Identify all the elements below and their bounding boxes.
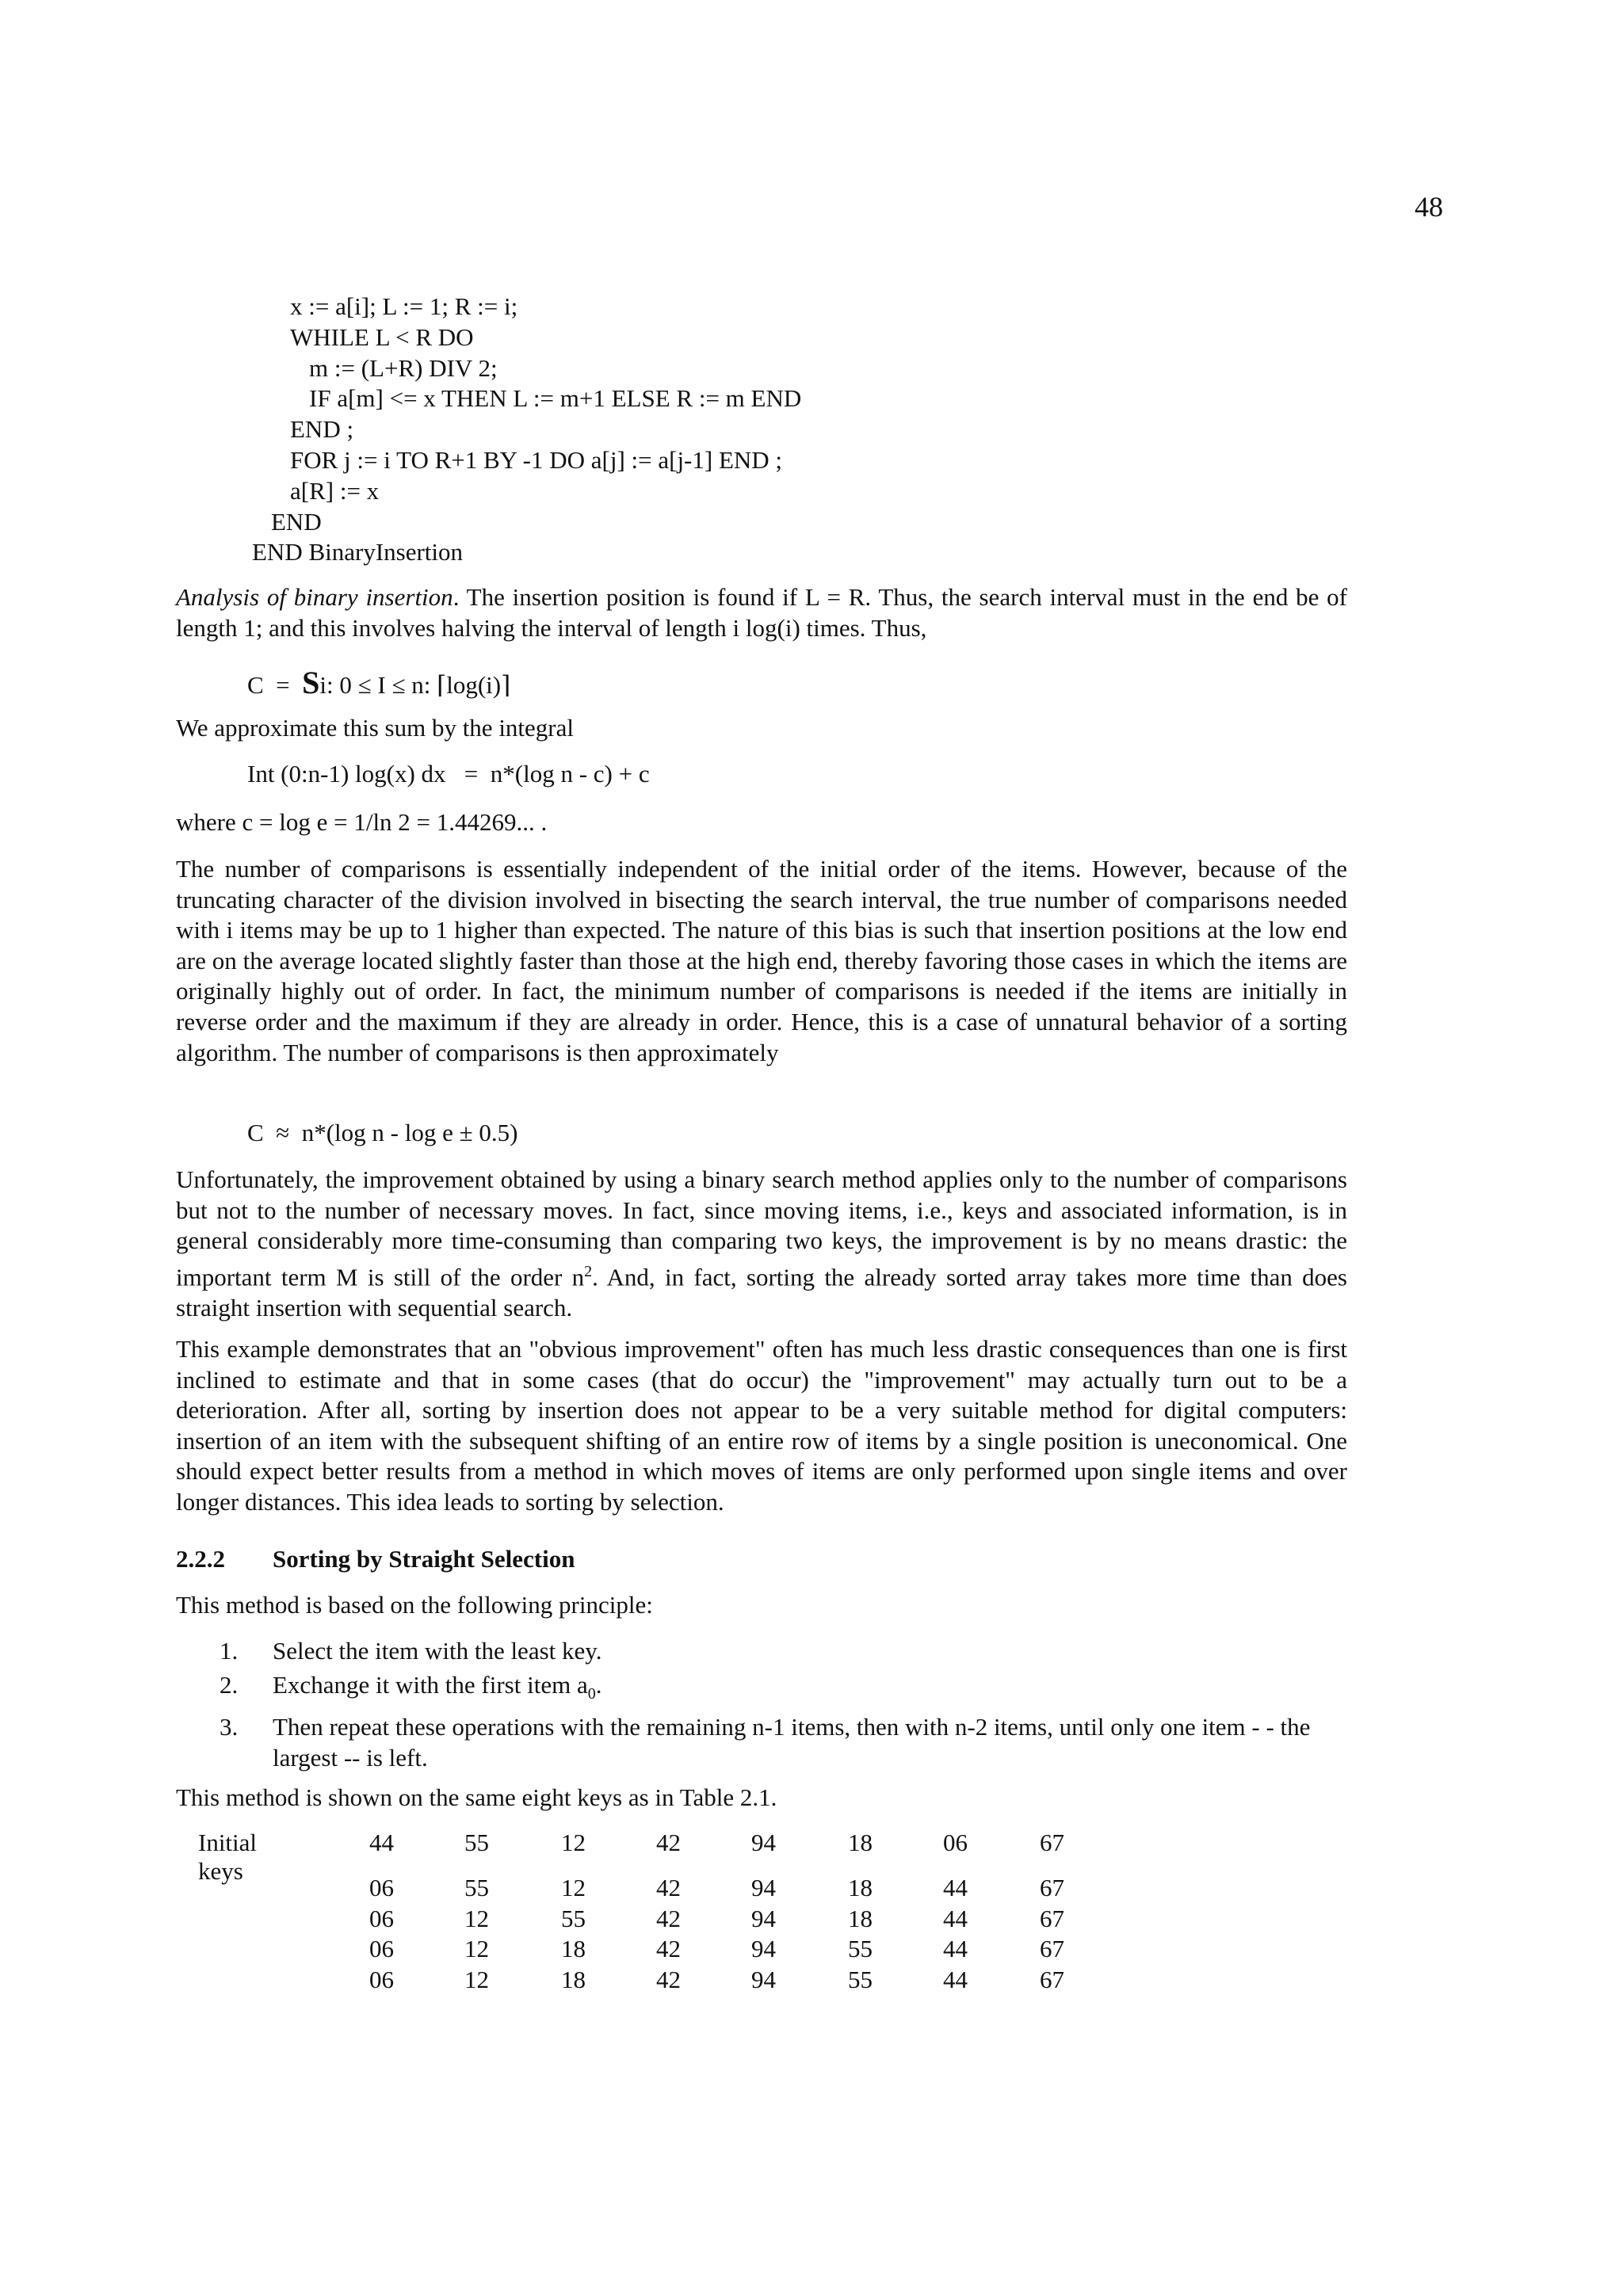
code-line: a[R] := x [290,476,380,505]
page-number: 48 [1415,191,1443,223]
table-cell: 42 [656,1935,681,1963]
ceiling-left-icon: ⌈ [437,671,447,699]
sigma-symbol: S [302,665,320,700]
table-cell: 06 [369,1904,394,1932]
table-cell: 67 [1040,1935,1064,1963]
table-cell: 06 [369,1935,394,1963]
table-cell: 18 [561,1935,586,1963]
table-cell: 94 [751,1873,776,1901]
table-cell: 12 [561,1829,586,1856]
formula-approx: C ≈ n*(log n - log e ± 0.5) [247,1119,518,1146]
paragraph-unfortunately: Unfortunately, the improvement obtained by using a binary search method applies only to the number of comparisons but not to the number of necessary moves. In fact, since moving items, i.e., keys and associated information, is in general considerably more time-consuming than comparing two keys, the improvement is by no means drastic: the important term M is still of the order $n^2$. And, in fact, sorting the already sorted array takes more time than does straight insertion with sequential search. [176,1165,1347,1322]
list-item: 2. Exchange it with the first item $a_0$. [220,1670,602,1703]
table-cell: 06 [943,1829,968,1856]
code-line: IF a[m] <= x THEN L := m+1 ELSE R := m END [309,384,802,413]
analysis-text: . The insertion position is found if L = R. Thus, the search interval must in the end be of length 1; and this involves halving the interval of length i log(i) times. Thus, [176,583,1347,642]
principle-text: This method is based on the following principle: [176,1591,653,1619]
code-line: FOR j := i TO R+1 BY -1 DO a[j] := a[j-1] END ; [290,445,783,474]
where-text: where c = log e = 1/ln 2 = 1.44269... . [176,808,548,836]
table-cell: 42 [656,1904,681,1932]
table-cell: 55 [464,1829,489,1856]
shown-text: This method is shown on the same eight keys as in Table 2.1. [176,1783,777,1811]
list-item: 3. Then repeat these operations with the remaining n-1 items, then with n-2 items, until only one item - - the largest -- is left. [220,1713,1311,1772]
analysis-title: Analysis of binary insertion [176,583,453,611]
table-cell: 06 [369,1873,394,1901]
code-line: WHILE L < R DO [290,322,474,351]
table-cell: 55 [848,1966,873,1994]
section-heading [176,1545,575,1573]
table-cell: 44 [943,1966,968,1994]
code-block [222,292,801,568]
table-cell: 55 [464,1873,489,1901]
table-cell: 18 [848,1873,873,1901]
paragraph-example: This example demonstrates that an "obvious improvement" often has much less drastic consequences than one is first inclined to estimate and that in some cases (that do occur) the "improvement" may actually turn out to be a deterioration. After all, sorting by insertion does not appear to be a very suitable method for digital computers: insertion of an item with the subsequent shifting of an entire row of items by a single position is uneconomical. One should expect better results from a method in which moves of items are only performed upon single items and over longer distances. This idea leads to sorting by selection. [176,1335,1347,1516]
table-cell: 44 [943,1904,968,1932]
table-cell: 67 [1040,1966,1064,1994]
code-line: END [271,507,322,536]
table-cell: 44 [943,1873,968,1901]
table-cell: 94 [751,1829,776,1856]
table-cell: 18 [848,1904,873,1932]
table-cell: 94 [751,1904,776,1932]
formula-sum: C = Si: 0 ≤ I ≤ n: ⌈log(i)⌉ [247,665,511,700]
steps-list [176,1636,1347,1777]
table-cell: 67 [1040,1904,1064,1932]
table-cell: 12 [561,1873,586,1901]
code-line: END ; [290,415,354,444]
section-title: Sorting by Straight Selection [273,1545,575,1573]
code-line: x := a[i]; L := 1; R := i; [290,292,518,320]
section-number: 2.2.2 [176,1545,225,1573]
table-cell: 94 [751,1935,776,1963]
table-cell: 44 [943,1935,968,1963]
table-cell: 55 [561,1904,586,1932]
list-item: 1. Select the item with the least key. [220,1637,602,1665]
table-cell: 42 [656,1829,681,1856]
table-cell: 42 [656,1873,681,1901]
code-line: m := (L+R) DIV 2; [309,353,498,382]
table-cell: 44 [369,1829,394,1856]
ceiling-right-icon: ⌉ [501,671,511,699]
code-line: END BinaryInsertion [252,538,464,566]
approx-text: We approximate this sum by the integral [176,714,574,742]
table-cell: 67 [1040,1873,1064,1901]
table-cell: 12 [464,1904,489,1932]
table-cell: 42 [656,1966,681,1994]
analysis-paragraph [176,582,1347,643]
table-cell: 18 [561,1966,586,1994]
paragraph-comparisons: The number of comparisons is essentially independent of the initial order of the items. However, because of the truncating character of the division involved in bisecting the search interval, the true number of comparisons needed with i items may be up to 1 higher than expected. The nature of this bias is such that insertion positions at the low end are on the average located slightly faster than those at the high end, thereby favoring those cases in which the items are originally highly out of order. In fact, the minimum number of comparisons is needed if the items are initially in reverse order and the maximum if they are already in order. Hence, this is a case of unnatural behavior of a sorting algorithm. The number of comparisons is then approximately [176,855,1347,1066]
table-cell: 18 [848,1829,873,1856]
table-cell: 67 [1040,1829,1064,1856]
initial-keys-label: Initial keys [198,1829,258,1885]
table-cell: 06 [369,1966,394,1994]
table-cell: 55 [848,1935,873,1963]
table-cell: 12 [464,1935,489,1963]
table-cell: 94 [751,1966,776,1994]
table-cell: 12 [464,1966,489,1994]
formula-integral: Int (0:n-1) log(x) dx = n*(log n - c) + c [247,760,650,788]
